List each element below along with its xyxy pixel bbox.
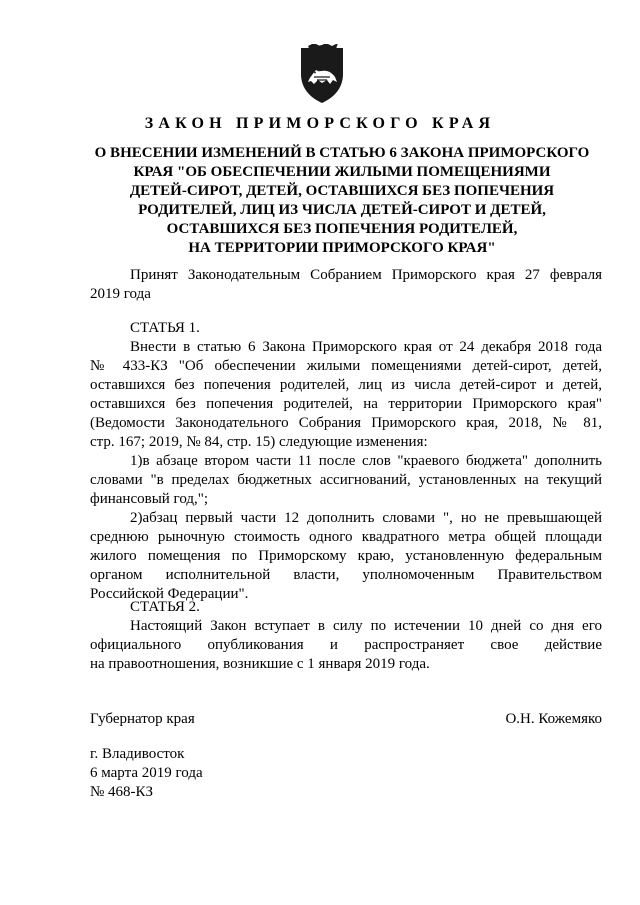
adoption-line: 2019 года (90, 286, 151, 302)
article-1-text-line: оставшихся без попечения родителей, на территории Приморского края" (90, 396, 602, 412)
subtitle-line: КРАЯ "ОБ ОБЕСПЕЧЕНИИ ЖИЛЫМИ ПОМЕЩЕНИЯМИ (133, 164, 551, 180)
article-2-heading: СТАТЬЯ 2. (130, 599, 200, 615)
document-title: ЗАКОН ПРИМОРСКОГО КРАЯ (144, 115, 496, 132)
item-1-line: финансовый год,"; (90, 491, 209, 507)
item-2-line: органом исполнительной власти, уполномоченным Правительством (90, 567, 602, 583)
item-2-line: Российской Федерации". (90, 586, 249, 602)
article-2 (90, 598, 602, 674)
document-subtitle (80, 144, 604, 258)
item-2-line: жилого помещения по Приморскому краю, установленную федеральным (90, 548, 602, 564)
footer-number: № 468-КЗ (90, 784, 154, 800)
footer-date: 6 марта 2019 года (90, 765, 203, 781)
primorsky-krai-coat-of-arms-icon (300, 44, 344, 104)
article-1 (90, 319, 602, 604)
item-2-line: 2)абзац первый части 12 дополнить словами ", но не превышающей (130, 510, 602, 526)
item-1-line: словами "в пределах бюджетных ассигнований, установленных на текущий (90, 472, 602, 488)
article-1-text-line: оставшихся без попечения родителей, лиц из числа детей-сирот и детей, (90, 377, 602, 393)
article-1-text-line: (Ведомости Законодательного Собрания Приморского края, 2018, № 81, (90, 415, 602, 431)
signatory-name: О.Н. Кожемяко (505, 711, 602, 727)
article-2-text-line: на правоотношения, возникшие с 1 января 2019 года. (90, 656, 430, 672)
subtitle-line: О ВНЕСЕНИИ ИЗМЕНЕНИЙ В СТАТЬЮ 6 ЗАКОНА ПРИМОРСКОГО (94, 145, 590, 161)
subtitle-line: НА ТЕРРИТОРИИ ПРИМОРСКОГО КРАЯ" (188, 240, 496, 256)
article-2-text-line: Настоящий Закон вступает в силу по истечении 10 дней со дня его (130, 618, 602, 634)
signatory-position: Губернатор края (90, 711, 195, 727)
article-2-text-line: официального опубликования и распространяет свое действие (90, 637, 602, 653)
subtitle-line: РОДИТЕЛЕЙ, ЛИЦ ИЗ ЧИСЛА ДЕТЕЙ-СИРОТ И ДЕТЕЙ, (138, 202, 546, 218)
adoption-note (90, 266, 602, 304)
footer-city: г. Владивосток (90, 746, 185, 762)
subtitle-line: ДЕТЕЙ-СИРОТ, ДЕТЕЙ, ОСТАВШИХСЯ БЕЗ ПОПЕЧЕНИЯ (129, 183, 555, 199)
document-footer (90, 745, 203, 802)
subtitle-line: ОСТАВШИХСЯ БЕЗ ПОПЕЧЕНИЯ РОДИТЕЛЕЙ, (166, 221, 518, 237)
item-1-line: 1)в абзаце втором части 11 после слов "краевого бюджета" дополнить (130, 453, 602, 469)
article-1-text-line: № 433-КЗ "Об обеспечении жилыми помещениями детей-сирот, детей, (90, 358, 602, 374)
item-2-line: среднюю рыночную стоимость одного квадратного метра общей площади (90, 529, 602, 545)
article-1-text-line: стр. 167; 2019, № 84, стр. 15) следующие изменения: (90, 434, 428, 450)
adoption-line: Принят Законодательным Собранием Приморского края 27 февраля (130, 267, 602, 283)
article-1-text-line: Внести в статью 6 Закона Приморского края от 24 декабря 2018 года (130, 339, 602, 355)
article-1-heading: СТАТЬЯ 1. (130, 320, 200, 336)
